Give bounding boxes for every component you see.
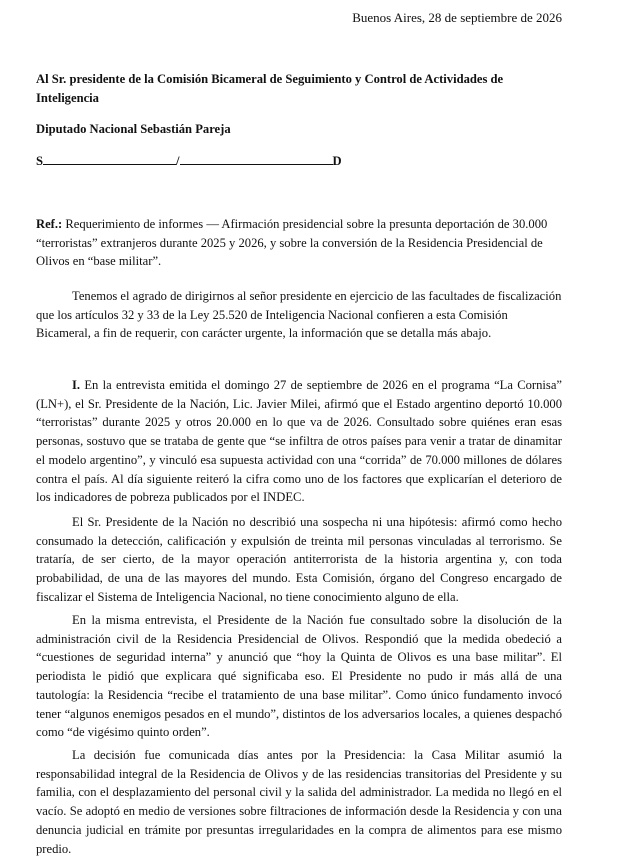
sd-right-letter: D — [332, 154, 342, 168]
date-line: Buenos Aires, 28 de septiembre de 2026 — [352, 10, 562, 25]
sd-separator: / — [176, 154, 180, 168]
section-one-paragraph-1 — [36, 376, 562, 507]
sd-blank-right — [180, 151, 333, 165]
reference-paragraph — [36, 215, 562, 271]
section-one-paragraph-3: En la misma entrevista, el Presidente de la Nación fue consultado sobre la disolución de la administración civil de la Residencia Presidencial de Olivos. Respondió que la medida obedeció a “cuestiones de seguridad interna” y anunció que “hoy la Quinta de Olivos es una base militar”. El periodista le pidió que explicara qué significaba eso. El Presidente no pudo ir más allá de una tautología: la Residencia “recibe el tratamiento de una base militar”. Como único fundamento invocó tener “algunos enemigos pesados en el mundo”, distintos de los adversarios locales, a quienes despachó como “de vigésimo quinto orden”. — [36, 613, 562, 740]
intro-paragraph: Tenemos el agrado de dirigirnos al señor presidente en ejercicio de las facultades de fiscalización que los artículos 32 y 33 de la Ley 25.520 de Inteligencia Nacional confieren a esta Comisión Bicameral, a fin de requerir, con carácter urgente, la información que se detalla más abajo. — [36, 289, 562, 341]
reference-label: Ref.: — [36, 217, 63, 231]
addressee-heading: Al Sr. presidente de la Comisión Bicameral de Seguimiento y Control de Actividades de Inteligencia — [36, 72, 504, 105]
section-one-paragraph-4: La decisión fue comunicada días antes por la Presidencia: la Casa Militar asumió la responsabilidad integral de la Residencia de Olivos y de las residencias transitorias del Presidente y su familia, con el desplazamiento del personal civil y la salida del administrador. La medida no llegó en el vacío. Se adoptó en medio de versiones sobre filtraciones de información desde la Residencia y con una denuncia judicial en trámite por presuntas irregularidades en la compra de alimentos para ese mismo predio. — [36, 748, 562, 856]
section-one-para1-text: En la entrevista emitida el domingo 27 de septiembre de 2026 en el programa “La Cornisa” (LN+), el Sr. Presidente de la Nación, Lic. Javier Milei, afirmó que el Estado argentino deportó 10.000 “terroristas” durante 2025 y otros 20.000 en lo que va de 2026. Consultado sobre quiénes eran esas personas, sostuvo que se trataba de gente que “se infiltra de otros países para venir a tratar de dinamitar el modelo argentino”, y vinculó esa supuesta actividad con una “corrida” de 70.000 millones de dólares contra el país. Al día siguiente reiteró la cifra como uno de los factores que explicarían el deterioro de los indicadores de pobreza publicados por el INDEC. — [36, 378, 562, 505]
deputy-name: Diputado Nacional Sebastián Pareja — [36, 122, 231, 136]
sd-left-letter: S — [36, 154, 44, 168]
sd-blank-left — [43, 151, 176, 165]
section-number: I. — [72, 378, 81, 392]
reference-text: Requerimiento de informes — Afirmación presidencial sobre la presunta deportación de 30.000 “terroristas” extranjeros durante 2025 y 2026, y sobre la conversión de la Residencia Presidencial de Olivos en “base militar”. — [36, 217, 548, 269]
sd-signature-line — [36, 151, 342, 171]
section-one-paragraph-2: El Sr. Presidente de la Nación no describió una sospecha ni una hipótesis: afirmó como hecho consumado la detección, calificación y expulsión de treinta mil personas vinculadas al terrorismo. Se trataría, de ser cierto, de la mayor operación antiterrorista de la historia argentina y, con toda probabilidad, de una de las mayores del mundo. Esta Comisión, órgano del Congreso encargado de fiscalizar el Sistema de Inteligencia Nacional, no tiene conocimiento alguno de ella. — [36, 515, 562, 604]
